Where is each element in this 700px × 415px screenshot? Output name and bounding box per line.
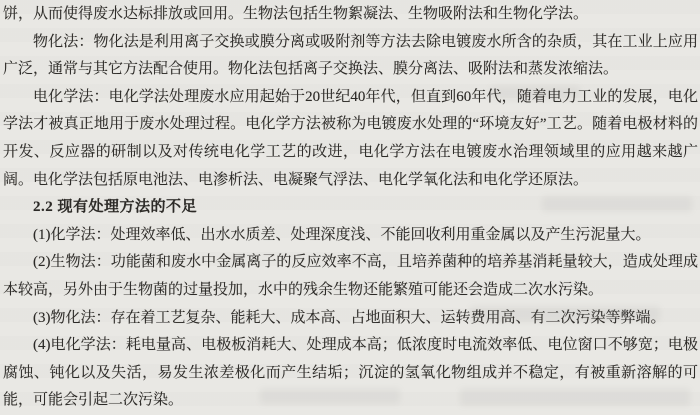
paragraph-drawback-biological: (2)生物法：功能菌和废水中金属离子的反应效率不高，且培养菌种的培养基消耗量较大，造成处理成本较高，另外由于生物菌的过量投加，水中的残余生物还能繁殖可能还会造成二次水污染。 [3,254,698,298]
paragraph-drawback-electrochemical: (4)电化学法：耗电量高、电极板消耗大、处理成本高；低浓度时电流效率低、电位窗口不够宽；电极腐蚀、钝化以及失活，易发生浓差极化而产生结垢；沉淀的氢氧化物组成并不稳定，有被重新溶解的可能，可能会引起二次污染。 [3,337,698,409]
paragraph-drawback-chemical: (1)化学法：处理效率低、出水水质差、处理深度浅、不能回收利用重金属以及产生污泥量大。 [33,226,651,243]
paragraph-electrochemical-method: 电化学法：电化学法处理废水应用起始于20世纪40年代，但直到60年代，随着电力工业的发展，电化学法才被真正地用于废水处理过程。电化学方法被称为电镀废水处理的“环境友好”工艺。随着电极材料的开发、反应器的研制以及对传统电化学工艺的改进，电化学方法在电镀废水治理领域里的应用越来越广阔。电化学法包括原电池法、电渗析法、电凝聚气浮法、电化学氧化法和电化学还原法。 [3,88,698,188]
paragraph-physicochemical-method: 物化法：物化法是利用离子交换或膜分离或吸附剂等方法去除电镀废水所含的杂质，其在工业上应用广泛，通常与其它方法配合使用。物化法包括离子交换法、膜分离法、吸附法和蒸发浓缩法。 [3,33,698,78]
section-heading-2-2: 2.2 现有处理方法的不足 [33,199,198,216]
paragraph-drawback-physicochemical: (3)物化法：存在着工艺复杂、能耗大、成本高、占地面积大、运转费用高、有二次污染等弊端。 [33,309,666,326]
paragraph-continuation-biological-methods: 饼，从而使得废水达标排放或回用。生物法包括生物絮凝法、生物吸附法和生物化学法。 [3,6,589,22]
